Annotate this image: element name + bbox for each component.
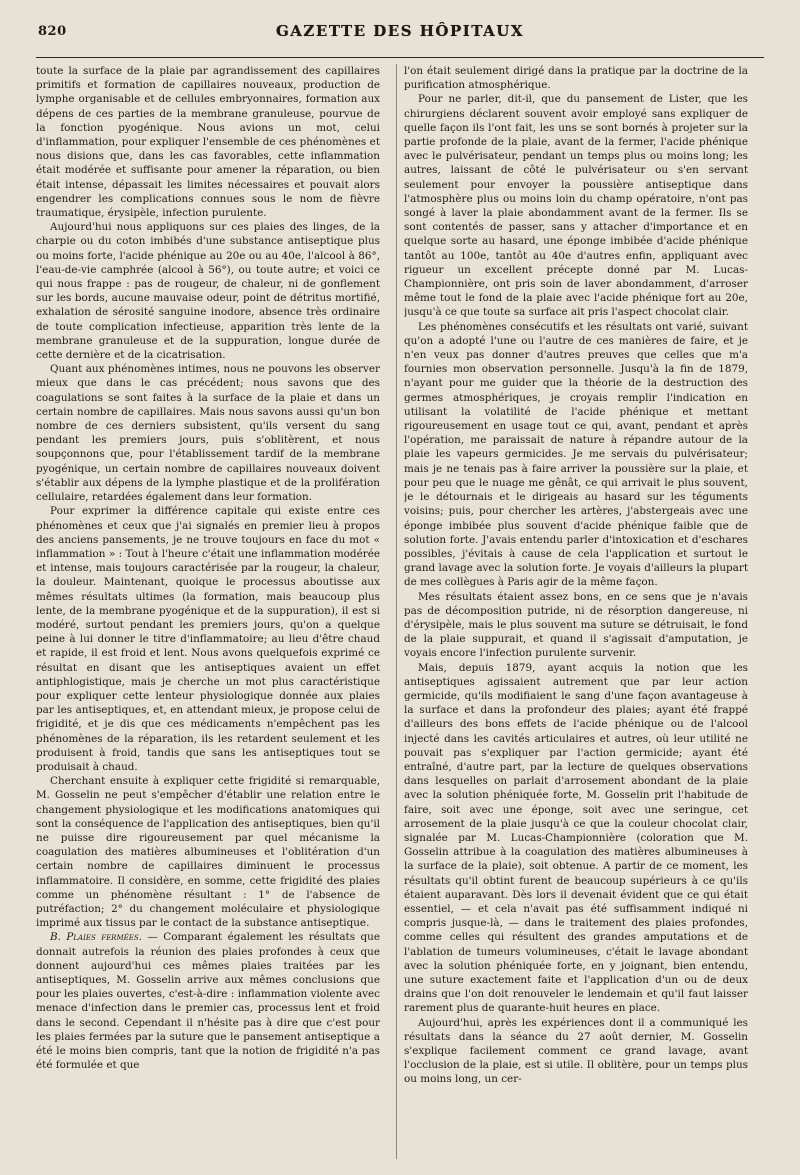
left-paragraph-5: Cherchant ensuite à expliquer cette frigidité si remarquable, M. Gosselin ne peut s'empêcher d'établir une relation entre le changement physiologique et les modifications anatomiques qui sont la conséquence de l'application des antiseptiques, bien qu'il ne puisse dire rigoureusement par quel mécanisme la coagulation des matières albumineuses et l'oblitération d'un certain nombre de capillaires diminuent le processus inflammatoire. Il considère, en somme, cette frigidité des plaies comme un phénomène résultant : 1° de l'absence de putréfaction; 2° du changement moléculaire et physiologique imprimé aux tissus par le contact de la substance antiseptique.: [36, 775, 380, 930]
page-title: GAZETTE DES HÔPITAUX: [275, 22, 524, 40]
column-divider: [396, 64, 397, 1159]
section-title-plaies-fermees: B. Plaies fermées.: [50, 931, 142, 944]
left-paragraph-2: Aujourd'hui nous appliquons sur ces plaies des linges, de la charpie ou du coton imbibés d'une substance antiseptique plus ou moins forte, l'acide phénique au 20e ou au 40e, l'alcool à 86°, l'eau-de-vie camphrée (alcool à 56°), ou toute autre; et voici ce qui nous frappe : pas de rougeur, de chaleur, ni de gonflement sur les bords, aucune mauvaise odeur, point de détritus mortifié, exhalation de sérosité sanguine inodore, absence très ordinaire de toute complication infectieuse, apparition très lente de la membrane granuleuse et de la suppuration, longue durée de cette dernière et de la cicatrisation.: [36, 221, 380, 362]
right-paragraph-2: Pour ne parler, dit-il, que du pansement de Lister, que les chirurgiens déclarent souvent avoir employé sans expliquer de quelle façon ils l'ont fait, les uns se sont bornés à projeter sur la partie profonde de la plaie, avant de la fermer, l'acide phénique avec le pulvérisateur, pendant un temps plus ou moins long; les autres, laissant de côté le pulvérisateur ou s'en servant seulement pour envoyer la poussière antiseptique dans l'atmosphère plus ou moins loin du champ opératoire, n'ont pas songé à laver la plaie abondamment avant de la fermer. Ils se sont contentés de passer, sans y attacher d'importance et en quelque sorte au hasard, une éponge imbibée d'acide phénique tantôt au 100e, tantôt au 40e d'autres enfin, appliquant avec rigueur un excellent précepte donné par M. Lucas-Championnière, ont pris soin de laver abondamment, d'arroser même tout le fond de la plaie avec l'acide phénique fort au 20e, jusqu'à ce que toute sa surface ait pris l'aspect chocolat clair.: [404, 93, 748, 319]
right-paragraph-6: Aujourd'hui, après les expériences dont il a communiqué les résultats dans la séance du 27 août dernier, M. Gosselin s'explique facilement comment ce grand lavage, avant l'occlusion de la plaie, est si utile. Il oblitère, pour un temps plus ou moins long, un cer-: [404, 1016, 748, 1086]
left-paragraph-4: Pour exprimer la différence capitale qui existe entre ces phénomènes et ceux que j'ai signalés en premier lieu à propos des anciens pansements, je ne trouve toujours en face du mot « inflammation » : Tout à l'heure c'était une inflammation modérée et intense, mais toujours caractérisée par la rougeur, la chaleur, la douleur. Maintenant, quoique le processus aboutisse aux mêmes résultats ultimes (la formation, mais beaucoup plus lente, de la membrane pyogénique et de la suppuration), il est si modéré, surtout pendant les premiers jours, qu'on a quelque peine à lui donner le titre d'inflammatoire; au lieu d'être chaud et rapide, il est froid et lent. Nous avons quelquefois exprimé ce résultat en disant que les antiseptiques avaient un effet antiphlogistique, mais je cherche un mot plus caractéristique pour expliquer cette lenteur physiologique donnée aux plaies par les antiseptiques, et, en attendant mieux, je propose celui de frigidité, et je dis que ces médicaments n'empêchent pas les phénomènes de la réparation, ils les retardent seulement et les produisent à froid, tandis que sans les antiseptiques tout se produisait à chaud.: [36, 505, 380, 773]
right-paragraph-1: l'on était seulement dirigé dans la pratique par la doctrine de la purification atmosphérique.: [404, 65, 748, 92]
left-paragraph-3: Quant aux phénomènes intimes, nous ne pouvons les observer mieux que dans le cas précédent; nous savons que des coagulations se sont faites à la surface de la plaie et dans un certain nombre de capillaires. Mais nous savons aussi qu'un bon nombre de ces derniers subsistent, qu'ils versent du sang pendant les premiers jours, puis s'oblitèrent, et nous soupçonnons que, pour l'établissement tardif de la membrane pyogénique, un certain nombre de capillaires nouveaux doivent s'établir aux dépens de la lymphe plastique et de la prolifération cellulaire, retardées également dans leur formation.: [36, 363, 380, 504]
right-paragraph-4: Mes résultats étaient assez bons, en ce sens que je n'avais pas de décomposition putride, ni de résorption dangereuse, ni d'érysipèle, mais le plus souvent ma suture se détruisait, le fond de la plaie suppurait, et quand il s'agissait d'amputation, je voyais encore l'infection purulente survenir.: [404, 590, 748, 660]
right-paragraph-3: Les phénomènes consécutifs et les résultats ont varié, suivant qu'on a adopté l'une ou l'autre de ces manières de faire, et je n'en veux pas donner d'autres preuves que celles que m'a fournies mon observation personnelle. Jusqu'à la fin de 1879, n'ayant pour me guider que la théorie de la destruction des germes atmosphériques, je croyais remplir l'indication en utilisant la volatilité de l'acide phénique et mettant rigoureusement en usage tout ce qui, avant, pendant et après l'opération, me paraissait de nature à répandre autour de la plaie les vapeurs germicides. Je me servais du pulvérisateur; mais je ne tenais pas à faire arriver la poussière sur la plaie, et pour peu que le nuage me gênât, ce qui arrivait le plus souvent, je le détournais et le dirigeais au hasard sur les téguments voisins; puis, pour chercher les artères, j'abstergeais avec une éponge imbibée plus souvent d'acide phénique faible que de solution forte. J'avais entendu parler d'intoxication et d'eschares possibles, j'évitais à cause de cela l'application et surtout le grand lavage avec la solution forte. Je voyais d'ailleurs la plupart de mes collègues à Paris agir de la même façon.: [404, 320, 748, 589]
left-paragraph-6: [36, 930, 380, 1072]
left-paragraph-6-text: — Comparant également les résultats que donnait autrefois la réunion des plaies profondes à ceux que donnent aujourd'hui ces mêmes plaies traitées par les antiseptiques, M. Gosselin arrive aux mêmes conclusions que pour les plaies ouvertes, c'est-à-dire : inflammation violente avec menace d'infection dans le premier cas, processus lent et froid dans le second. Cependant il n'hésite pas à dire que c'est pour les plaies fermées par la suture que le pansement antiseptique a été le moins bien compris, tant que la notion de frigidité n'a pas été formulée et que: [36, 931, 380, 1072]
page-header: [0, 0, 800, 60]
left-column: [36, 64, 380, 1164]
page-number: 820: [38, 24, 67, 39]
left-paragraph-1: toute la surface de la plaie par agrandissement des capillaires primitifs et formation de capillaires nouveaux, production de lymphe organisable et de cellules embryonnaires, formation aux dépens de ces parties de la membrane granuleuse, pourvue de la fonction pyogénique. Nous avions un mot, celui d'inflammation, pour expliquer l'ensemble de ces phénomènes et nous disions que, dans les cas favorables, cette inflammation était modérée et suffisante pour amener la réparation, ou bien était intense, dépassait les limites nécessaires et pouvait alors engendrer les complications connues sous le nom de fièvre traumatique, érysipèle, infection purulente.: [36, 65, 380, 220]
right-paragraph-5: Mais, depuis 1879, ayant acquis la notion que les antiseptiques agissaient autrement que par leur action germicide, qu'ils modifiaient le sang d'une façon avantageuse à la surface et dans la profondeur des plaies; ayant été frappé d'ailleurs des bons effets de l'acide phénique ou de l'alcool injecté dans les cavités articulaires et autres, où leur utilité ne pouvait pas s'expliquer par l'action germicide; ayant été entraîné, d'autre part, par la lecture de quelques observations dans lesquelles on parlait d'arrosement abondant de la plaie avec la solution phéniquée forte, M. Gosselin prit l'habitude de faire, soit avec une éponge, soit avec une seringue, cet arrosement de la plaie jusqu'à ce que la couleur chocolat clair, signalée par M. Lucas-Championnière (coloration que M. Gosselin attribue à la coagulation des matières albumineuses à la surface de la plaie), soit obtenue. A partir de ce moment, les résultats qu'il obtint furent de beaucoup supérieurs à ce qu'ils étaient auparavant. Dès lors il devenait évident que ce qui était essentiel, — et cela n'avait pas été suffisamment indiqué ni compris jusque-là, — dans le traitement des plaies profondes, comme celles qui résultent des grandes amputations et de l'ablation de tumeurs volumineuses, c'était le lavage abondant avec la solution phéniquée forte, en y joignant, bien entendu, une suture exactement faite et l'application d'un ou de deux drains que l'on doit renouveler le lendemain et qu'il faut laisser rarement plus de quarante-huit heures en place.: [404, 661, 748, 1015]
header-rule: [36, 57, 764, 58]
right-column: [404, 64, 748, 1164]
